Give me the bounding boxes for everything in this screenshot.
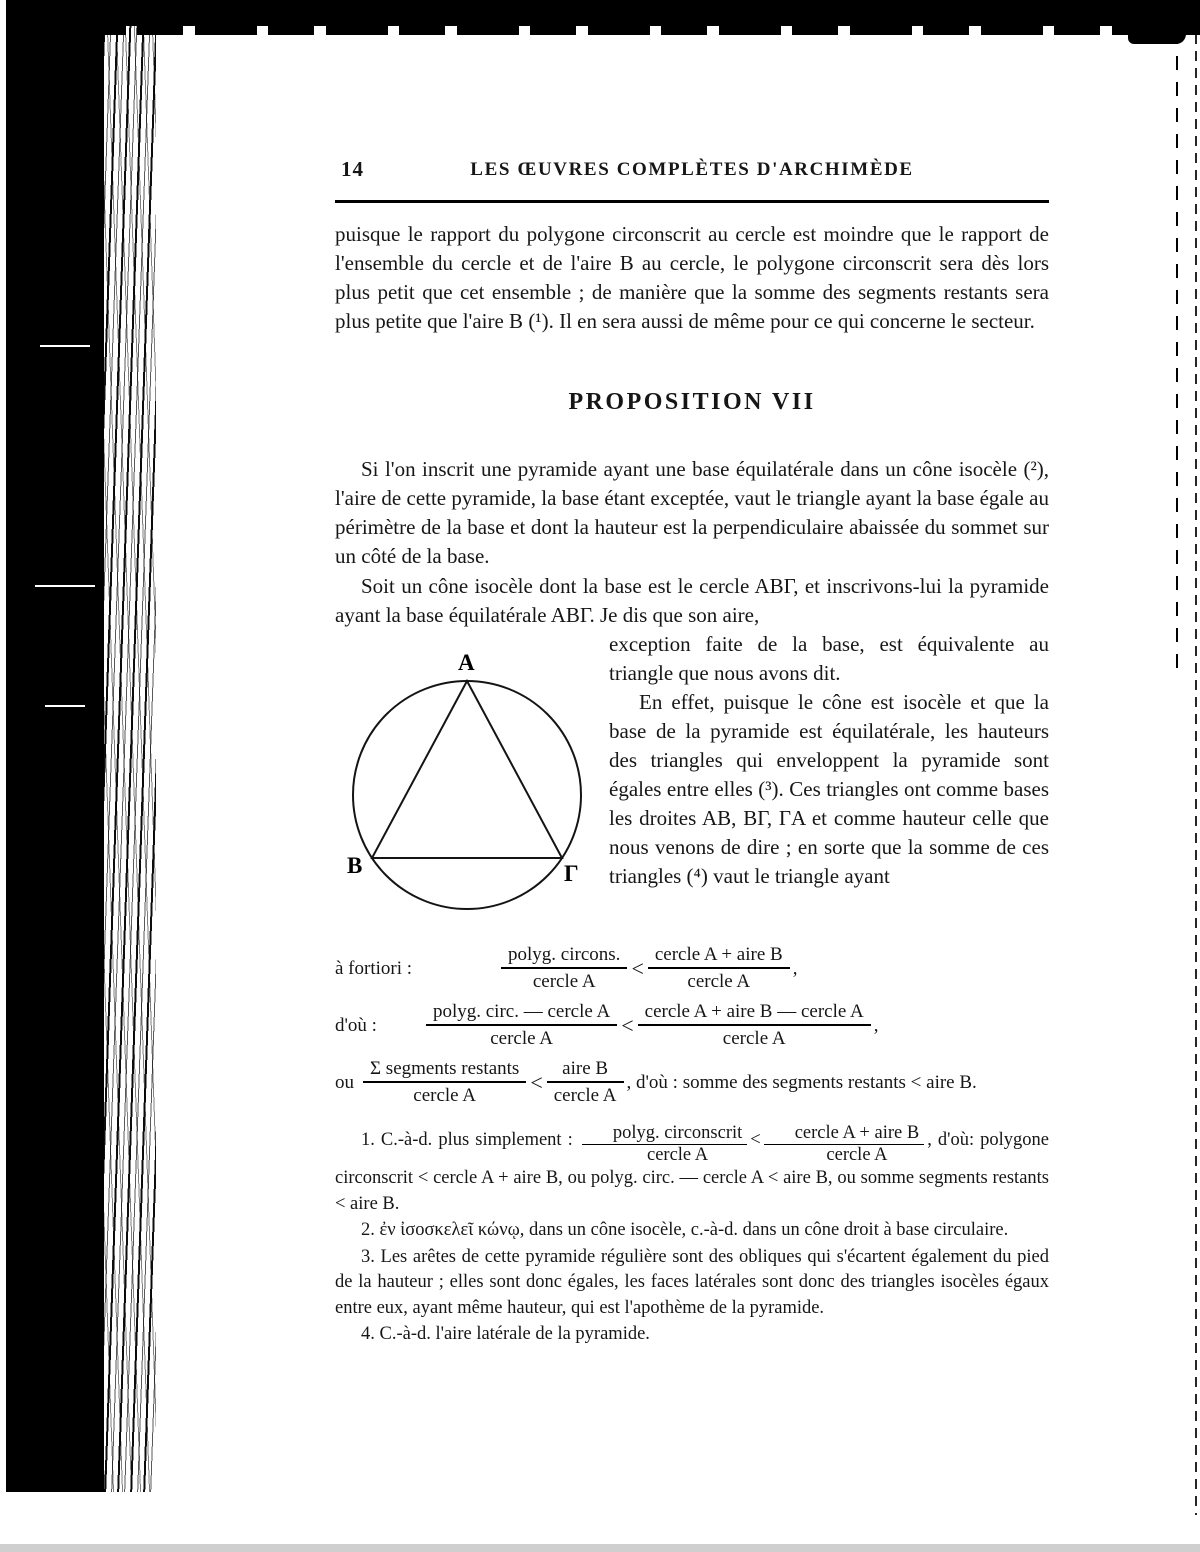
fraction-rhs: $\frac{\text{cercle A + aire B}}{\text{cercle A}}$ (648, 943, 790, 993)
book-spine-binding-streaks (104, 6, 156, 1492)
spine-scratch-mark (35, 585, 95, 587)
paragraph-beside-figure-2: En effet, puisque le cône est isocèle et que la base de la pyramide est équilatérale, les hauteurs des triangles qui enveloppent la pyramide sont égales entre elles (³). Ces triangles ont comme bases les droites AB, BΓ, ΓA et comme hauteur celle que nous venons de dire ; en sorte que la somme de ces triangles (⁴) vaut le triangle ayant (609, 690, 1049, 888)
formula-tail: , (873, 1014, 879, 1036)
formula-label: d'où : (335, 1014, 377, 1036)
fraction-lhs: $\frac{\text{polyg. circons.}}{\text{cercle A}}$ (501, 943, 627, 993)
formula-tail: , (792, 957, 798, 979)
running-title: LES ŒUVRES COMPLÈTES D'ARCHIMÈDE (470, 159, 914, 180)
scan-corner-blot (1128, 24, 1186, 44)
formula-equation (360, 1057, 977, 1107)
proposition-heading: PROPOSITION VII (568, 389, 816, 415)
formula-row-ou (335, 1057, 1049, 1107)
scan-top-border (6, 0, 1200, 26)
book-spine-shadow (6, 6, 104, 1492)
paragraph-beside-figure-1: exception faite de la base, est équivalente au triangle que nous avons dit. (609, 632, 1049, 685)
footnote-1-conclusion: , d'où: polygone circonscrit < cercle A + aire B, ou polyg. circ. — cercle A < aire B, ou somme segments restants < aire B. (335, 1130, 1049, 1214)
figure-label-B: B (347, 853, 363, 878)
scan-bottom-edge (0, 1544, 1200, 1552)
figure-and-text (335, 630, 1049, 929)
footnote-2: 2. ἐν ἰσοσκελεῖ κώνῳ, dans un cône isocèle, c.-à-d. dans un cône droit à base circulaire. (361, 1220, 1009, 1240)
formula-row-a-fortiori (335, 943, 1049, 993)
footnote-1 (335, 1123, 1049, 1217)
fraction-rhs: $\frac{\text{aire B}}{\text{cercle A}}$ (547, 1057, 624, 1107)
less-than-sign: < (621, 1012, 634, 1038)
formula-block (335, 943, 1049, 1107)
paragraph-soit-cone: Soit un cône isocèle dont la base est le cercle ABΓ, et inscrivons-lui la pyramide ayant la base équilatérale ABΓ. Je dis que son aire, (335, 574, 1049, 627)
circle-ABG (353, 681, 581, 909)
spine-scratch-mark (45, 705, 85, 707)
footnotes (335, 1123, 1049, 1348)
fraction-lhs: $\frac{\text{polyg. circ. — cercle A}}{\text{cercle A}}$ (426, 1000, 617, 1050)
spine-scratch-mark (40, 345, 90, 347)
figure-label-Gamma: Γ (564, 861, 579, 886)
formula-equation (423, 1000, 879, 1050)
formula-equation (498, 943, 797, 993)
header-rule (335, 200, 1049, 203)
triangle-ABG (372, 681, 562, 858)
fraction-lhs: $\frac{\text{Σ segments restants}}{\text{cercle A}}$ (363, 1057, 526, 1107)
fraction-lhs: $\frac{\text{polyg. circonscrit}}{\text{cercle A}}$ (582, 1123, 747, 1166)
page-number: 14 (341, 157, 364, 181)
less-than-sign: < (750, 1130, 761, 1150)
scan-top-border-jagged-edge (6, 26, 1200, 35)
fraction-rhs: $\frac{\text{cercle A + aire B — cercle A}}{\text{cercle A}}$ (638, 1000, 871, 1050)
formula-row-d-ou (335, 1000, 1049, 1050)
fraction-rhs: $\frac{\text{cercle A + aire B}}{\text{cercle A}}$ (764, 1123, 924, 1166)
page-content (335, 152, 1049, 1348)
footnote-4: 4. C.-à-d. l'aire latérale de la pyramide. (361, 1324, 650, 1344)
body-text (335, 220, 1049, 1348)
figure-inscribed-triangle-in-circle (347, 642, 587, 927)
less-than-sign: < (631, 955, 644, 981)
less-than-sign: < (530, 1069, 543, 1095)
intro-paragraph: puisque le rapport du polygone circonscrit au cercle est moindre que le rapport de l'ensemble du cercle et de l'aire B au cercle, le polygone circonscrit sera dès lors plus petit que cet ensemble ; de manière que la somme des segments restants sera plus petite que l'aire B (¹). Il en sera aussi de même pour ce qui concerne le secteur. (335, 222, 1049, 333)
scan-right-outer-edge-line (1195, 0, 1197, 1515)
formula-label: à fortiori : (335, 957, 413, 979)
footnote-3: 3. Les arêtes de cette pyramide régulière sont des obliques qui s'écartent également du pied de la hauteur ; elles sont donc égales, les faces latérales sont donc des triangles isocèles égaux entre eux, ayant même hauteur, qui est l'apothème de la pyramide. (335, 1246, 1049, 1318)
proposition-statement: Si l'on inscrit une pyramide ayant une base équilatérale dans un cône isocèle (²), l'aire de cette pyramide, la base étant exceptée, vaut le triangle ayant la base égale au périmètre de la base et dont la hauteur est la perpendiculaire abaissée du sommet sur un côté de la base. (335, 457, 1049, 568)
formula-conclusion: , d'où : somme des segments restants < aire B. (626, 1071, 977, 1093)
figure-label-A: A (458, 650, 475, 675)
page-header (335, 152, 1049, 188)
footnote-1-text: 1. C.-à-d. plus simplement : (361, 1130, 579, 1150)
scan-right-page-edge-line (1176, 30, 1178, 680)
formula-label: ou (335, 1071, 354, 1093)
